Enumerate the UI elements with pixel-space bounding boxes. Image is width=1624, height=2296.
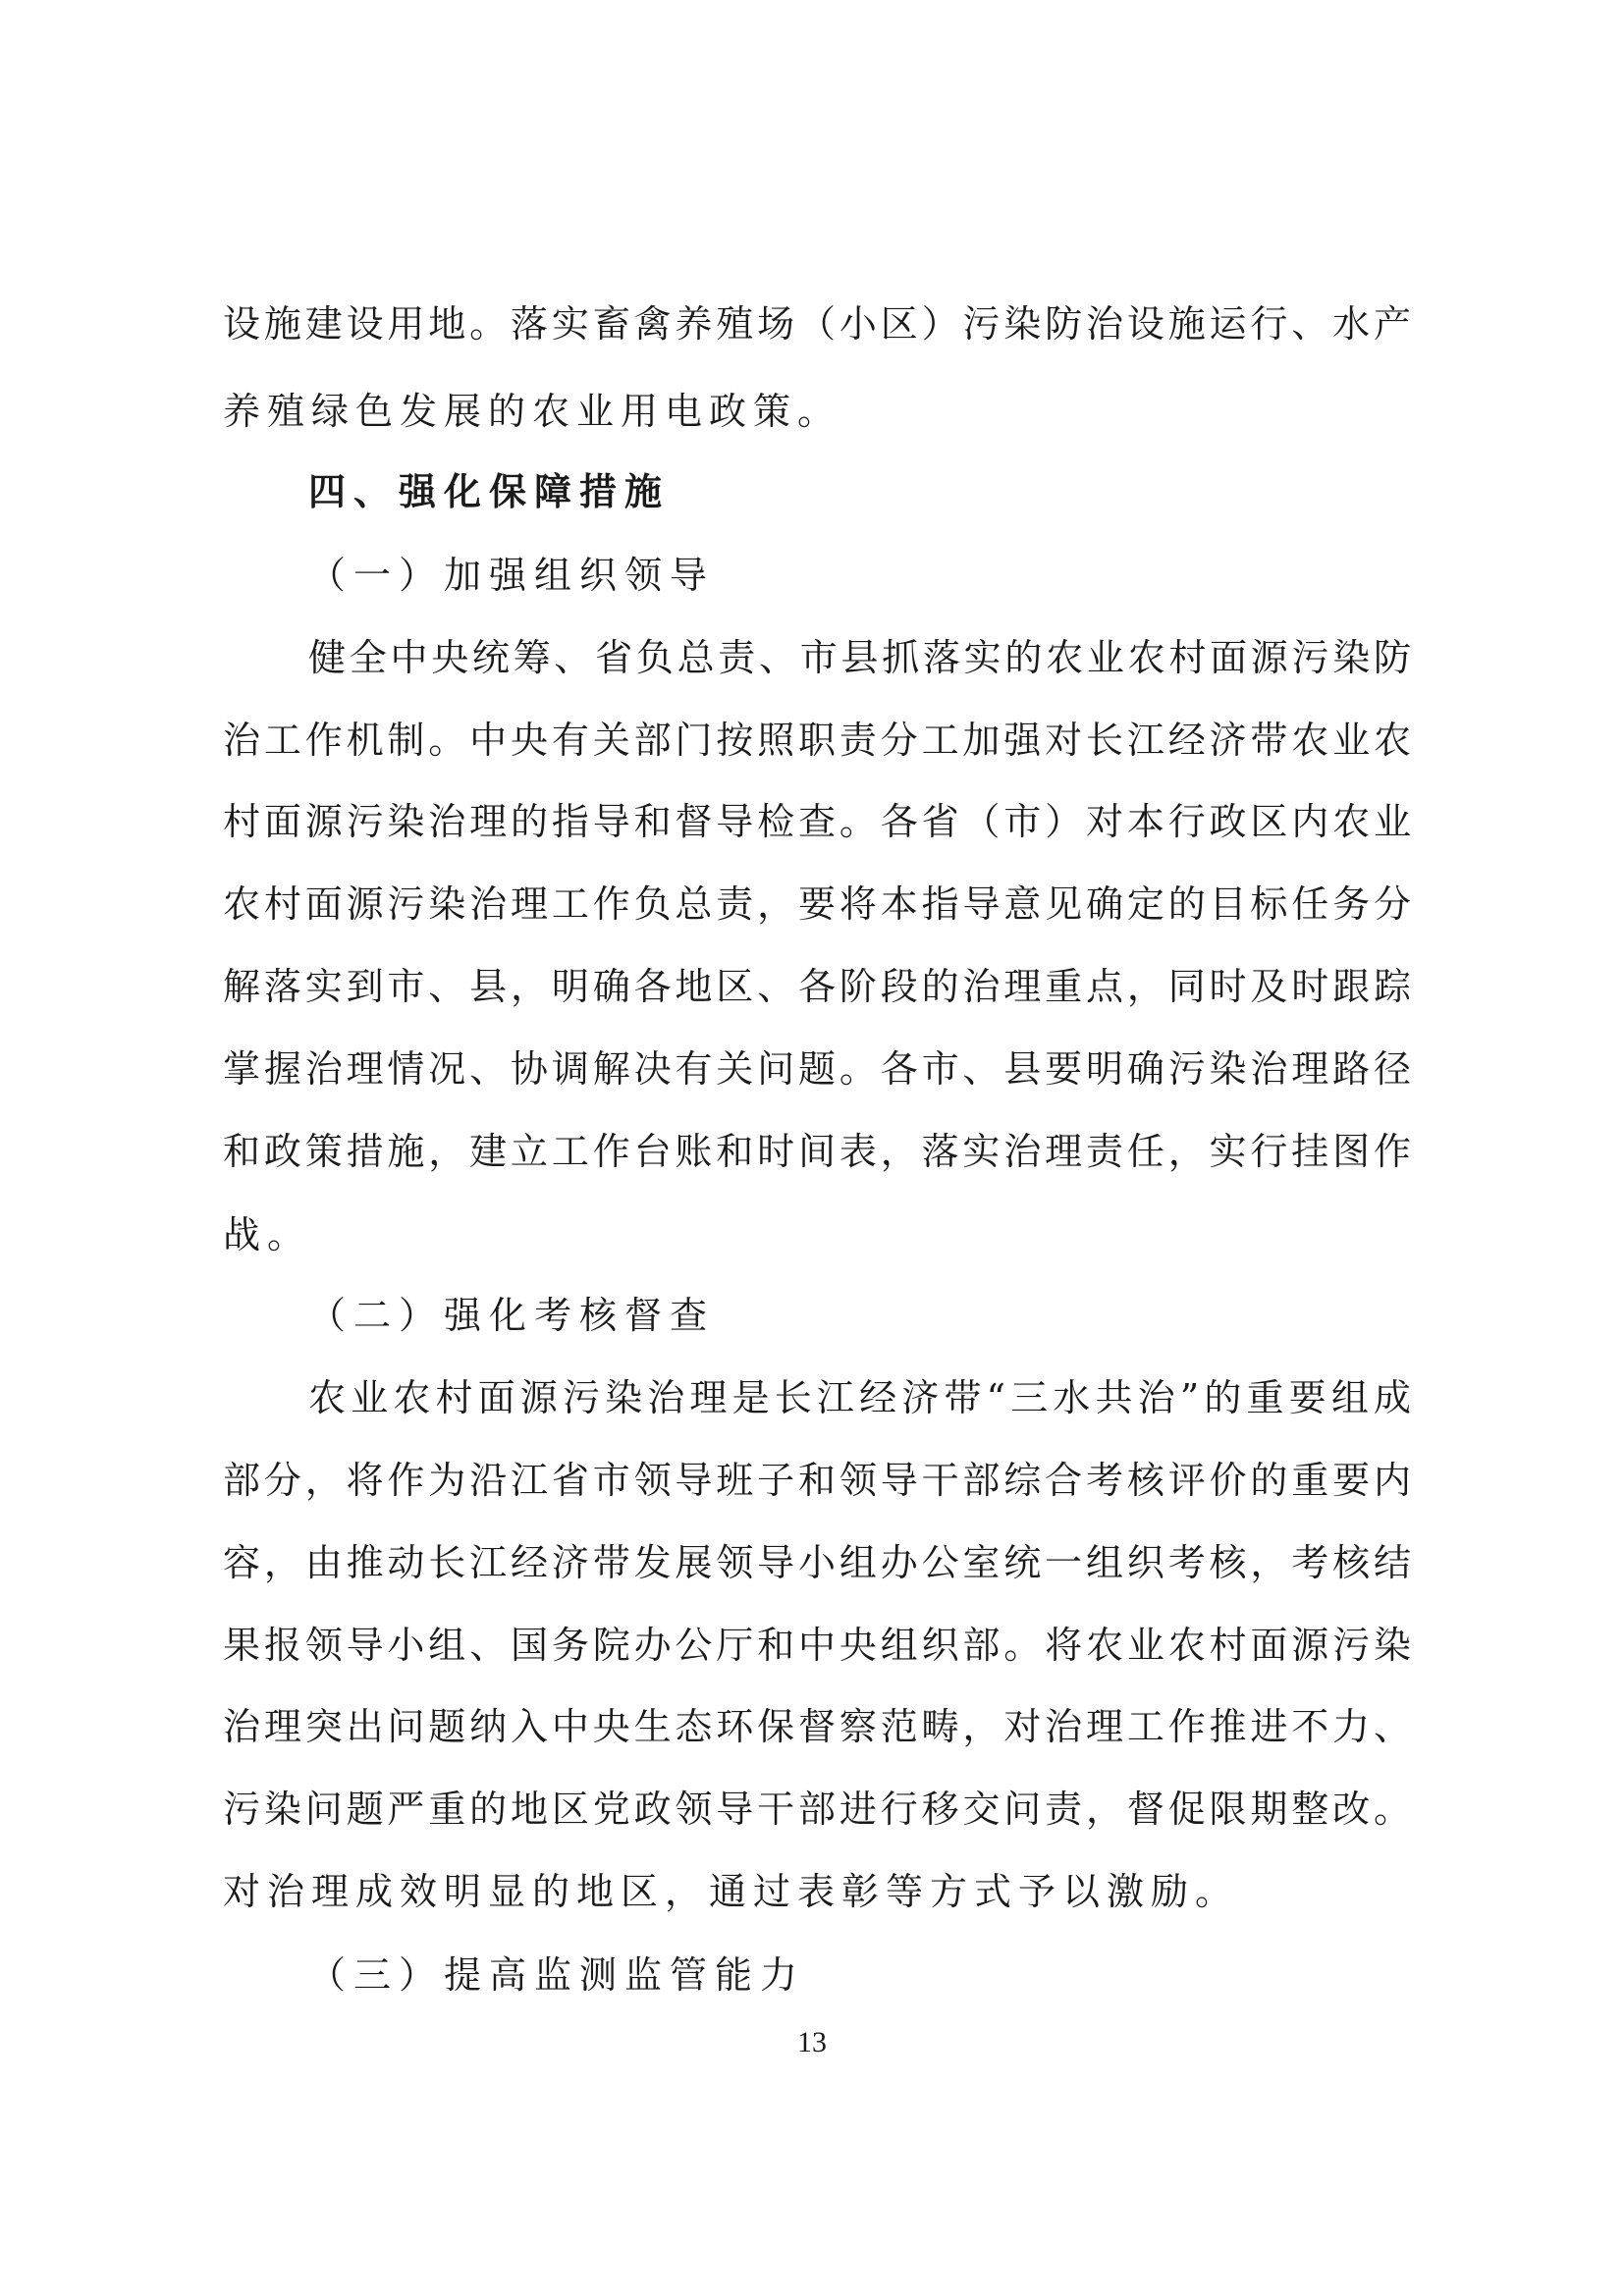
body-text-line: 健全中央统筹、省负总责、市县抓落实的农业农村面源污染防	[308, 636, 1411, 679]
body-text-line: 养殖绿色发展的农业用电政策。	[223, 390, 842, 433]
body-text-line: 解落实到市、县，明确各地区、各阶段的治理重点，同时及时跟踪	[223, 965, 1411, 1008]
body-text-line: 对治理成效明显的地区，通过表彰等方式予以激励。	[223, 1870, 1240, 1913]
body-text-line: 容，由推动长江经济带发展领导小组办公室统一组织考核，考核结	[223, 1541, 1411, 1584]
section-heading: 四、强化保障措施	[308, 470, 671, 513]
body-text-line: 村面源污染治理的指导和督导检查。各省（市）对本行政区内农业	[223, 800, 1411, 843]
body-text-line: 污染问题严重的地区党政领导干部进行移交问责，督促限期整改。	[223, 1788, 1411, 1831]
body-text-line: 设施建设用地。落实畜禽养殖场（小区）污染防治设施运行、水产	[223, 302, 1411, 346]
body-text-line: 治工作机制。中央有关部门按照职责分工加强对长江经济带农业农	[223, 719, 1411, 762]
subsection-heading: （二）强化考核督查	[308, 1294, 716, 1337]
subsection-heading: （三）提高监测监管能力	[308, 1953, 806, 1997]
body-text-line: 和政策措施，建立工作台账和时间表，落实治理责任，实行挂图作	[223, 1130, 1411, 1173]
body-text-line: 部分，将作为沿江省市领导班子和领导干部综合考核评价的重要内	[223, 1459, 1411, 1502]
body-text-line: 农村面源污染治理工作负总责，要将本指导意见确定的目标任务分	[223, 882, 1411, 926]
body-text-line: 战。	[223, 1213, 312, 1256]
body-text-line: 掌握治理情况、协调解决有关问题。各市、县要明确污染治理路径	[223, 1047, 1411, 1091]
body-text-line: 农业农村面源污染治理是长江经济带“三水共治”的重要组成	[308, 1376, 1411, 1419]
subsection-heading: （一）加强组织领导	[308, 554, 716, 597]
body-text-line: 治理突出问题纳入中央生态环保督察范畴，对治理工作推进不力、	[223, 1705, 1411, 1748]
page-number: 13	[797, 2026, 827, 2058]
body-text-line: 果报领导小组、国务院办公厅和中央组织部。将农业农村面源污染	[223, 1624, 1411, 1667]
